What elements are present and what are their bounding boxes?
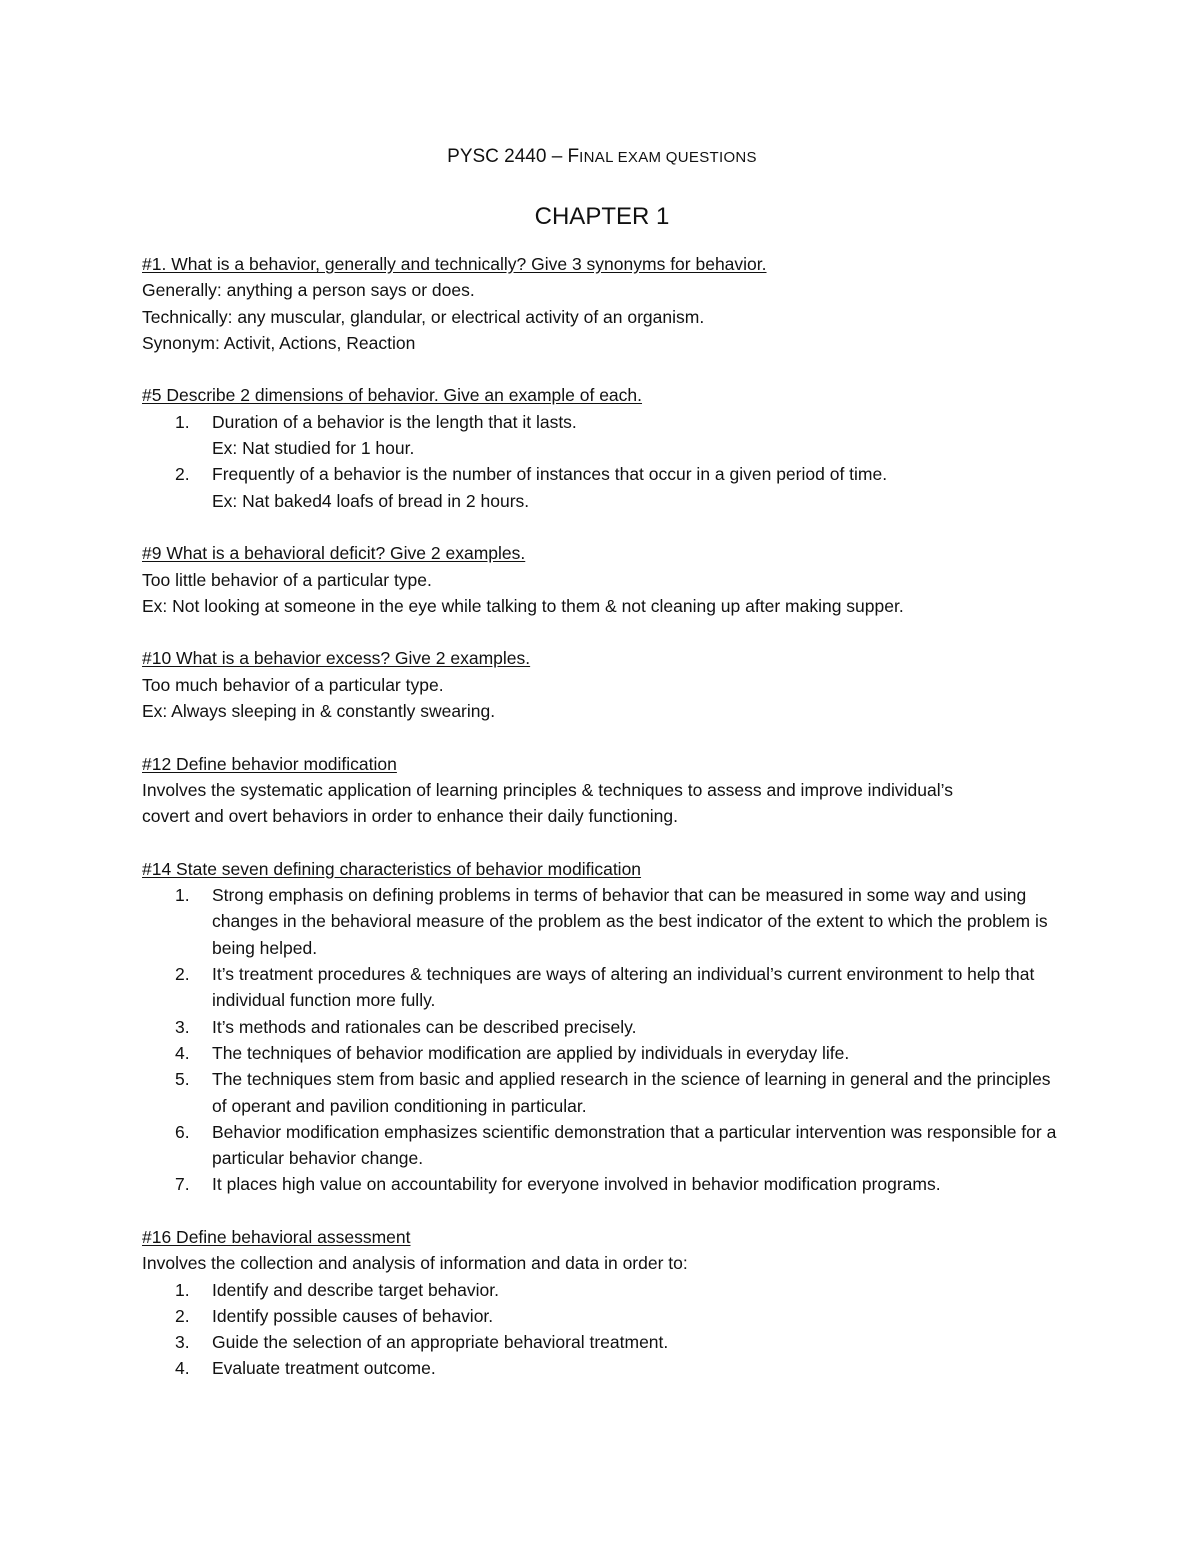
question-16-heading: #16 Define behavioral assessment	[142, 1226, 411, 1247]
list-item-text: It’s treatment procedures & techniques are ways of altering an individual’s current environment to help that individual function more fully.	[212, 964, 1035, 1011]
question-10-heading: #10 What is a behavior excess? Give 2 examples.	[142, 648, 531, 669]
answer-line: Generally: anything a person says or does.	[142, 280, 475, 301]
list-item	[142, 1355, 1062, 1381]
list-item-text: Strong emphasis on defining problems in terms of behavior that can be measured in some way and using changes in the behavioral measure of the problem as the best indicator of the extent to which the problem is being helped.	[212, 885, 1048, 958]
numbered-list	[142, 882, 1062, 1198]
answer-line: Synonym: Activit, Actions, Reaction	[142, 332, 416, 353]
answer-line: covert and overt behaviors in order to enhance their daily functioning.	[142, 806, 679, 827]
chapter-heading: CHAPTER 1	[534, 203, 670, 230]
list-item	[142, 1014, 1062, 1040]
question-16-section	[142, 1224, 1062, 1382]
list-number: 1.	[175, 1279, 190, 1300]
list-item	[142, 961, 1062, 1014]
document-content	[142, 140, 1062, 1408]
list-item-text: The techniques of behavior modification are applied by individuals in everyday life.	[212, 1042, 850, 1063]
answer-line: Involves the systematic application of learning principles & techniques to assess and improve individual’s	[142, 779, 953, 800]
answer-line: Too little behavior of a particular type.	[142, 569, 432, 590]
list-item-text: It places high value on accountability for everyone involved in behavior modification programs.	[212, 1174, 941, 1195]
list-number: 4.	[175, 1358, 190, 1379]
list-item	[142, 1277, 1062, 1303]
list-item	[142, 1329, 1062, 1355]
numbered-list	[142, 409, 1062, 514]
question-12-section	[142, 751, 1062, 830]
document-title	[142, 140, 1062, 175]
question-5-heading: #5 Describe 2 dimensions of behavior. Give an example of each.	[142, 385, 643, 406]
list-item-text: Identify and describe target behavior.	[212, 1279, 499, 1300]
answer-intro: Involves the collection and analysis of information and data in order to:	[142, 1253, 688, 1274]
list-item	[142, 409, 1062, 462]
question-14-heading: #14 State seven defining characteristics of behavior modification	[142, 858, 642, 879]
answer-line: Technically: any muscular, glandular, or electrical activity of an organism.	[142, 306, 705, 327]
answer-line: Ex: Always sleeping in & constantly swearing.	[142, 701, 496, 722]
question-1-section	[142, 251, 1062, 356]
list-item-text: The techniques stem from basic and applied research in the science of learning in general and the principles of operant and pavilion conditioning in particular.	[212, 1069, 1051, 1116]
question-14-section	[142, 856, 1062, 1198]
list-item-content	[212, 409, 1062, 462]
list-item	[142, 1119, 1062, 1172]
list-item-example: Ex: Nat baked4 loafs of bread in 2 hours.	[212, 490, 530, 511]
numbered-list	[142, 1277, 1062, 1382]
list-number: 7.	[175, 1174, 190, 1195]
question-10-section	[142, 645, 1062, 724]
list-number: 1.	[175, 885, 190, 906]
list-number: 2.	[175, 964, 190, 985]
list-number: 4.	[175, 1042, 190, 1063]
list-number: 5.	[175, 1069, 190, 1090]
list-item-text: Frequently of a behavior is the number of instances that occur in a given period of time.	[212, 464, 888, 485]
list-item-text: Behavior modification emphasizes scientific demonstration that a particular intervention was responsible for a particular behavior change.	[212, 1121, 1057, 1169]
question-12-heading: #12 Define behavior modification	[142, 753, 397, 774]
question-1-heading: #1. What is a behavior, generally and technically? Give 3 synonyms for behavior.	[142, 254, 767, 274]
answer-line: Ex: Not looking at someone in the eye while talking to them & not cleaning up after making supper.	[142, 595, 904, 616]
title-small-caps: INAL EXAM QUESTIONS	[579, 149, 757, 166]
list-item	[142, 1040, 1062, 1066]
list-item-text: Guide the selection of an appropriate behavioral treatment.	[212, 1332, 669, 1353]
title-main: PYSC 2440 – F	[447, 146, 580, 167]
list-number: 3.	[175, 1016, 190, 1037]
list-item-content	[212, 461, 1062, 514]
list-item-text: Evaluate treatment outcome.	[212, 1358, 436, 1379]
list-number: 6.	[175, 1121, 190, 1142]
list-item-text: Identify possible causes of behavior.	[212, 1305, 494, 1326]
list-item	[142, 1303, 1062, 1329]
list-number: 2.	[175, 1305, 190, 1326]
list-number: 2.	[175, 464, 190, 485]
question-9-section	[142, 540, 1062, 619]
list-item	[142, 1066, 1062, 1119]
list-item-text: It’s methods and rationales can be described precisely.	[212, 1016, 637, 1037]
question-9-heading: #9 What is a behavioral deficit? Give 2 examples.	[142, 543, 526, 564]
question-5-section	[142, 382, 1062, 513]
list-item	[142, 882, 1062, 961]
list-item	[142, 1171, 1062, 1197]
list-number: 3.	[175, 1332, 190, 1353]
answer-line: Too much behavior of a particular type.	[142, 674, 444, 695]
list-item	[142, 461, 1062, 514]
list-item-text: Duration of a behavior is the length that it lasts.	[212, 411, 577, 432]
list-number: 1.	[175, 411, 190, 432]
list-item-example: Ex: Nat studied for 1 hour.	[212, 438, 415, 459]
